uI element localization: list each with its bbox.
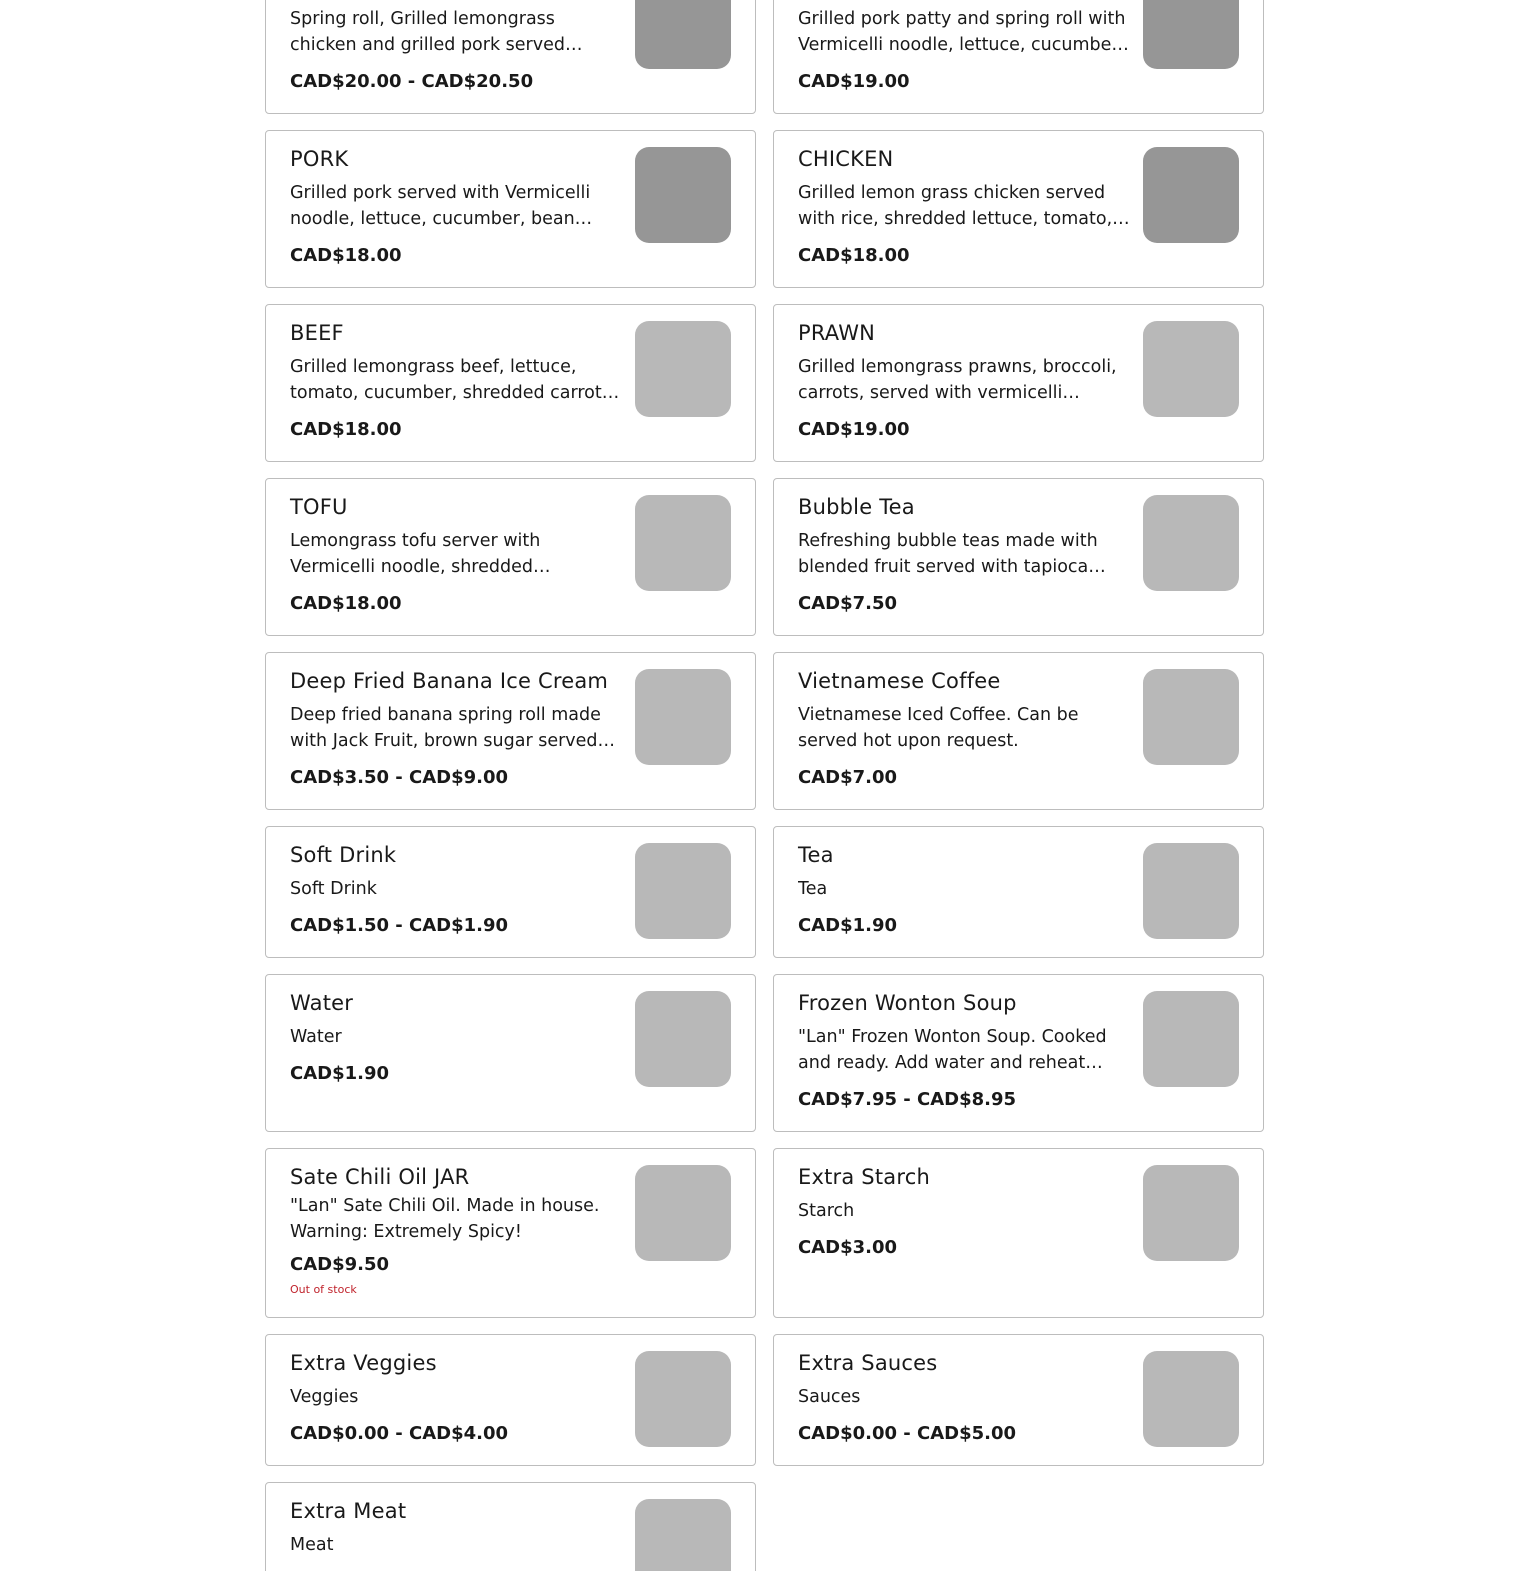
menu-item-name: TOFU (290, 495, 348, 519)
menu-row (265, 974, 1264, 1132)
menu-item-text (290, 1163, 622, 1296)
menu-item-card-chicken[interactable] (773, 130, 1264, 288)
menu-item-name: Water (290, 991, 354, 1015)
menu-row (265, 304, 1264, 462)
menu-item-card-extra-veggies[interactable] (265, 1334, 756, 1466)
menu-item-image (635, 495, 731, 591)
menu-item-description: "Lan" Frozen Wonton Soup. Cooked and ready. Add water and reheat (798, 1027, 1107, 1073)
menu-item-text (798, 1163, 1130, 1260)
menu-item-card-extra-meat[interactable] (265, 1482, 756, 1571)
menu-row (265, 0, 1264, 114)
menu-item-description: Veggies (290, 1387, 359, 1407)
menu-item-card-tea[interactable] (773, 826, 1264, 958)
menu-item-name: BEEF (290, 321, 344, 345)
menu-item-card-prawn[interactable] (773, 304, 1264, 462)
menu-item-image (635, 1499, 731, 1571)
menu-item-text (798, 145, 1130, 268)
menu-item-name: CHICKEN (798, 147, 894, 171)
menu-item-price: CAD$18.00 (798, 245, 910, 266)
menu-row (265, 1148, 1264, 1318)
menu-item-card[interactable] (773, 0, 1264, 114)
menu-item-price: CAD$0.00 - CAD$4.00 (290, 1423, 509, 1444)
menu-item-text (290, 1497, 622, 1558)
menu-item-image (635, 843, 731, 939)
menu-item-image (1143, 1351, 1239, 1447)
menu-item-price: CAD$7.00 (798, 767, 898, 788)
menu-item-description: Grilled lemongrass prawns, broccoli, carrots, served with vermicelli (798, 357, 1117, 403)
menu-item-image (635, 1351, 731, 1447)
menu-item-name: Soft Drink (290, 843, 397, 867)
menu-item-price: CAD$0.00 - CAD$5.00 (798, 1423, 1017, 1444)
menu-item-card[interactable] (265, 0, 756, 114)
menu-item-name: Tea (798, 843, 834, 867)
menu-item-text (290, 989, 622, 1086)
menu-item-name: Deep Fried Banana Ice Cream (290, 669, 609, 693)
menu-item-image (1143, 495, 1239, 591)
menu-item-description: Lemongrass tofu server with Vermicelli noodle, shredded (290, 531, 541, 577)
menu-item-name: Vietnamese Coffee (798, 669, 1001, 693)
menu-item-text (290, 841, 622, 938)
menu-item-text (290, 1349, 622, 1446)
menu-item-name: Extra Starch (798, 1165, 930, 1189)
menu-item-card-sate-chili-oil[interactable] (265, 1148, 756, 1318)
menu-item-card-extra-sauces[interactable] (773, 1334, 1264, 1466)
menu-item-description: Grilled lemongrass beef, lettuce, tomato, cucumber, shredded carrot… (290, 357, 620, 403)
out-of-stock-label: Out of stock (290, 1283, 357, 1296)
menu-item-description: Vietnamese Iced Coffee. Can be served hot upon request. (798, 705, 1079, 751)
menu-item-card-water[interactable] (265, 974, 756, 1132)
menu-item-card-soft-drink[interactable] (265, 826, 756, 958)
menu-item-card-vietnamese-coffee[interactable] (773, 652, 1264, 810)
menu-item-text (290, 145, 622, 268)
menu-item-description: Deep fried banana spring roll made with Jack Fruit, brown sugar served… (290, 705, 616, 751)
menu-item-card-bubble-tea[interactable] (773, 478, 1264, 636)
menu-item-description: Refreshing bubble teas made with blended fruit served with tapioca… (798, 531, 1106, 577)
menu-item-description: Starch (798, 1201, 855, 1221)
menu-item-description: Water (290, 1027, 342, 1047)
menu-item-price: CAD$3.00 (798, 1237, 898, 1258)
menu-item-image (1143, 147, 1239, 243)
menu-item-text (290, 319, 622, 442)
menu-item-description: Sauces (798, 1387, 861, 1407)
menu-item-description: Spring roll, Grilled lemongrass chicken and grilled pork served (290, 9, 565, 55)
menu-item-text (798, 1349, 1130, 1446)
menu-item-card-banana-ice-cream[interactable] (265, 652, 756, 810)
menu-row (265, 826, 1264, 958)
menu-item-price: CAD$1.90 (798, 915, 898, 936)
menu-item-description: "Lan" Sate Chili Oil. Made in house. Warning: Extremely Spicy! (290, 1196, 600, 1242)
menu-item-price: CAD$18.00 (290, 419, 402, 440)
menu-item-price: CAD$18.00 (290, 593, 402, 614)
menu-item-image (1143, 843, 1239, 939)
menu-item-image (635, 991, 731, 1087)
menu-item-description: Meat (290, 1535, 334, 1555)
menu-row (265, 130, 1264, 288)
menu-item-image (635, 321, 731, 417)
menu-item-name: PRAWN (798, 321, 876, 345)
menu-item-image (1143, 991, 1239, 1087)
menu-item-price: CAD$1.90 (290, 1063, 390, 1084)
menu-item-grid (265, 0, 1264, 1571)
menu-item-name: Sate Chili Oil JAR (290, 1165, 470, 1189)
menu-item-text (798, 6, 1130, 94)
menu-item-price: CAD$19.00 (798, 71, 910, 92)
menu-item-text (798, 841, 1130, 938)
menu-item-price: CAD$3.50 - CAD$9.00 (290, 767, 509, 788)
menu-item-text (798, 989, 1130, 1112)
menu-item-image (1143, 321, 1239, 417)
menu-item-card-frozen-wonton-soup[interactable] (773, 974, 1264, 1132)
menu-item-price: CAD$20.00 - CAD$20.50 (290, 71, 534, 92)
menu-item-price: CAD$19.00 (798, 419, 910, 440)
menu-item-price: CAD$1.50 - CAD$1.90 (290, 915, 509, 936)
menu-item-image (1143, 669, 1239, 765)
menu-item-description: Grilled lemon grass chicken served with rice, shredded lettuce, tomato,… (798, 183, 1130, 229)
menu-item-image (635, 669, 731, 765)
menu-item-name: Extra Meat (290, 1499, 407, 1523)
menu-item-text (798, 667, 1130, 790)
menu-item-text (290, 6, 622, 94)
menu-item-image (635, 0, 731, 69)
menu-item-price: CAD$7.50 (798, 593, 898, 614)
menu-row (265, 1482, 1264, 1571)
menu-item-text (290, 493, 622, 616)
menu-item-card-tofu[interactable] (265, 478, 756, 636)
menu-item-image (635, 1165, 731, 1261)
menu-item-card-pork[interactable] (265, 130, 756, 288)
menu-item-image (1143, 1165, 1239, 1261)
menu-item-name: Extra Sauces (798, 1351, 938, 1375)
menu-item-name: Extra Veggies (290, 1351, 437, 1375)
menu-item-description: Tea (798, 879, 828, 899)
menu-item-name: Frozen Wonton Soup (798, 991, 1017, 1015)
menu-item-text (290, 667, 622, 790)
menu-item-name: Bubble Tea (798, 495, 915, 519)
menu-item-text (798, 319, 1130, 442)
menu-item-description: Grilled pork patty and spring roll with Vermicelli noodle, lettuce, cucumbe… (798, 9, 1129, 55)
menu-item-text (798, 493, 1130, 616)
menu-item-image (635, 147, 731, 243)
menu-item-price: CAD$9.50 (290, 1254, 390, 1275)
menu-item-card-beef[interactable] (265, 304, 756, 462)
menu-row (265, 652, 1264, 810)
menu-item-image (1143, 0, 1239, 69)
menu-item-description: Grilled pork served with Vermicelli noodle, lettuce, cucumber, bean… (290, 183, 593, 229)
menu-row (265, 1334, 1264, 1466)
menu-row (265, 478, 1264, 636)
menu-item-price: CAD$18.00 (290, 245, 402, 266)
menu-item-name: PORK (290, 147, 349, 171)
menu-item-card-extra-starch[interactable] (773, 1148, 1264, 1318)
menu-item-price: CAD$7.95 - CAD$8.95 (798, 1089, 1017, 1110)
menu-item-description: Soft Drink (290, 879, 377, 899)
